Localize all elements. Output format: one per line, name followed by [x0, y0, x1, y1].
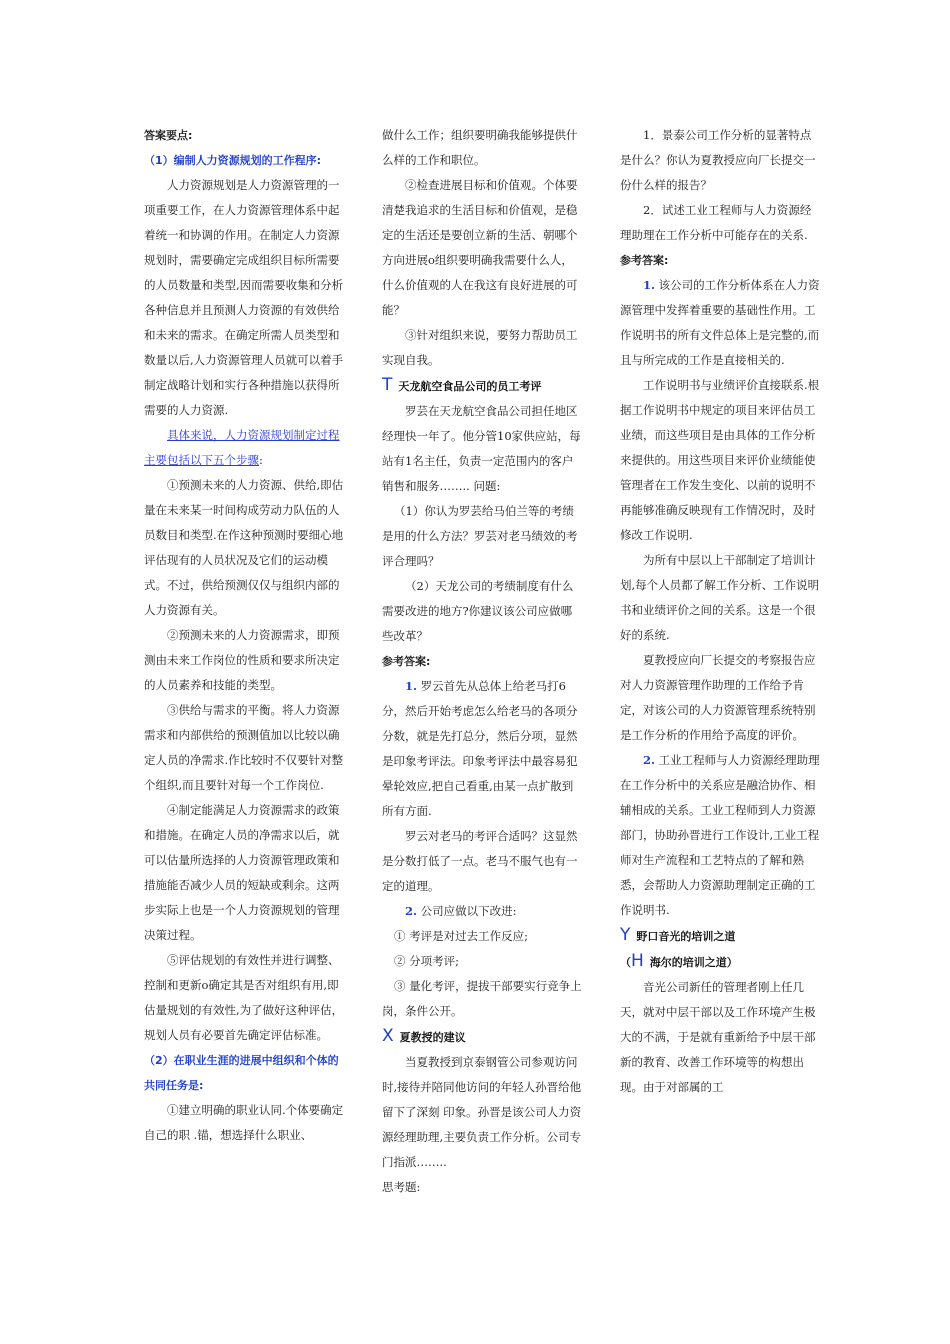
- improvement-3: ③ 量化考评，提拔干部要实行竞争上岗，条件公开。: [382, 979, 582, 1018]
- answer-1-number: 1.: [643, 278, 656, 292]
- task-2: ②检查进展目标和价值观。个体要清楚我追求的生活目标和价值观，是稳定的生活还是要创立新的生活、朝哪个方向进展o组织要明确我需要什么人，什么价值观的人在我这有良好进展的可能？: [382, 178, 578, 317]
- case-y-heading: [620, 923, 820, 949]
- case-h-letter: H: [631, 951, 644, 971]
- case-h-heading: [620, 949, 820, 975]
- case-x-title: 夏教授的建议: [399, 1031, 466, 1044]
- question-1: （1）你认为罗芸给马伯兰等的考绩是用的什么方法？罗芸对老马绩效的考评合理吗？: [382, 504, 578, 568]
- answer-1-text: 罗云首先从总体上给老马打6分，然后开始考虑怎么给老马的各项分分数，就是先打总分，然后分项，显然是印象考评法。印象考评法中最容易犯晕轮效应,把自己看重,由某一点扩散到所有方面.: [382, 679, 578, 818]
- section-heading-2: （2）在职业生涯的进展中组织和个体的共同任务是:: [144, 1054, 339, 1092]
- step-2: ②预测未来的人力资源需求，即预测由未来工作岗位的性质和要求所决定的人员素养和技能的类型。: [144, 628, 340, 692]
- section-heading-1: （1）编制人力资源规划的工作程序:: [144, 154, 322, 167]
- steps-link-tail: :: [259, 453, 263, 467]
- paragraph: 人力资源规划是人力资源管理的一项重要工作，在人力资源管理体系中起着统一和协调的作用。在制定人力资源规划时，需要确定完成组织目标所需要的人员数量和类型,因而需要收集和分析各种信息并且预测人力资源的有效供给和未来的需求。在确定所需人员类型和数量以后,人力资源管理人员就可以着手制定战略计划和实行各种措施以获得所需要的人力资源.: [144, 178, 344, 417]
- case-x-paragraph: 当夏教授到京泰钢管公司参观访问时,接待并陪同他访问的年轻人孙晋给他留下了深刻 印象。孙晋是该公司人力资源经理助理,主要负责工作分析。公司专门指派……..: [382, 1055, 582, 1169]
- improvement-2: ② 分项考评;: [394, 954, 460, 968]
- steps-intro: [144, 423, 344, 473]
- case-y-title: 野口音光的培训之道: [636, 930, 736, 943]
- answer-1d: 夏教授应向厂长提交的考察报告应对人力资源管理作助理的工作给予肯定，对该公司的人力资源管理系统特别是工作分析的作用给予高度的评价。: [620, 653, 816, 742]
- answer-heading: 答案要点:: [144, 129, 193, 142]
- reference-answer-heading: 参考答案:: [382, 655, 431, 668]
- step-5: ⑤评估规划的有效性并进行调整、控制和更新o确定其是否对组织有用,即估量规划的有效性,为了做好这种评估，规划人员有必要首先确定评估标准。: [144, 953, 344, 1042]
- case-x-heading: [382, 1024, 582, 1050]
- task-1: ①建立明确的职业认同.个体要确定自己的职 .锚，想选择什么职业、: [144, 1103, 344, 1142]
- question-2: （2）天龙公司的考绩制度有什么需要改进的地方?你建议该公司应做哪些改革？: [382, 579, 574, 643]
- step-4: ④制定能满足人力资源需求的政策和措施。在确定人员的净需求以后，就可以估量所选择的人力资源管理政策和措施能否减少人员的短缺或剩余。这两步实际上也是一个人力资源规划的管理决策过程。: [144, 803, 340, 942]
- reference-answer-heading: 参考答案:: [620, 254, 669, 267]
- case-h-title: 海尔的培训之道）: [649, 956, 738, 969]
- answer-2: [382, 899, 582, 924]
- question-1: 1．景泰公司工作分析的显著特点是什么？你认为夏教授应向厂长提交一份什么样的报告？: [620, 128, 816, 192]
- case-t-heading: [382, 373, 582, 399]
- case-t-title: 天龙航空食品公司的员工考评: [398, 380, 542, 393]
- case-y-letter: Y: [620, 925, 631, 945]
- case-t-paragraph: 罗芸在天龙航空食品公司担任地区经理快一年了。他分管10家供应站，每站有1名主任，负责一定范围内的客户销售和服务…….. 问题:: [382, 404, 581, 493]
- column-left: [144, 123, 344, 1148]
- case-h-open: （: [620, 956, 631, 969]
- case-t-letter: T: [382, 375, 393, 395]
- column-middle: [382, 123, 582, 1200]
- answer-2-text: 公司应做以下改进:: [420, 904, 517, 918]
- task-1-continued: 做什么工作；组织要明确我能够提供什么样的工作和职位。: [382, 128, 578, 167]
- answer-1-text: 该公司的工作分析体系在人力资源管理中发挥着重要的基础性作用。工作说明书的所有文件总体上是完整的,而且与所完成的工作是直接相关的.: [620, 278, 820, 367]
- steps-link[interactable]: 具体来说，人力资源规划制定过程主要包括以下五个步骤: [144, 428, 340, 467]
- answer-1b: 罗云对老马的考评合适吗？这显然是分数打低了一点。老马不服气也有一定的道理。: [382, 829, 578, 893]
- answer-1: [620, 273, 820, 373]
- task-3: ③针对组织来说，要努力帮助员工实现自我。: [382, 328, 578, 367]
- step-3: ③供给与需求的平衡。将人力资源需求和内部供给的预测值加以比较以确定人员的净需求.作比较时不仅要针对整个组织,而且要针对每一个工作岗位.: [144, 703, 344, 792]
- column-right: [620, 123, 820, 1100]
- answer-2-number: 2.: [643, 753, 656, 767]
- case-y-paragraph: 音光公司新任的管理者刚上任几天，就对中层干部以及工作环境产生极大的不满，于是就有重新给予中层干部新的教育、改善工作环境等的构想出现。由于对部属的工: [620, 980, 816, 1094]
- step-1: ①预测未来的人力资源、供给,即估量在未来某一时间构成劳动力队伍的人员数目和类型.在作这种预测时要细心地评估现有的人员状况及它们的运动模式。不过，供给预测仅仅与组织内部的人力资源有关。: [144, 478, 344, 617]
- think-questions-label: 思考题:: [382, 1180, 421, 1194]
- improvement-1: ① 考评是对过去工作反应;: [394, 929, 529, 943]
- answer-1-number: 1.: [405, 679, 418, 693]
- answer-1b: 工作说明书与业绩评价直接联系.根据工作说明书中规定的项目来评估员工业绩，而这些项目是由具体的工作分析来提供的。用这些项目来评价业绩能使管理者在工作发生变化、以前的说明不再能够准确反映现有工作情况时，及时修改工作说明.: [620, 378, 820, 542]
- answer-1c: 为所有中层以上干部制定了培训计划,每个人员都了解工作分析、工作说明书和业绩评价之间的关系。这是一个很好的系统.: [620, 553, 820, 642]
- case-x-letter: X: [382, 1026, 394, 1046]
- answer-2-text: 工业工程师与人力资源经理助理在工作分析中的关系应是融洽协作、相辅相成的关系。工业工程师到人力资源部门，协助孙晋进行工作设计,工业工程师对生产流程和工艺特点的了解和熟悉，会帮助人力资源助理制定正确的工作说明书.: [620, 753, 820, 917]
- answer-2: [620, 748, 820, 923]
- question-2: 2．试述工业工程师与人力资源经理助理在工作分析中可能存在的关系.: [620, 203, 812, 242]
- answer-1: [382, 674, 582, 824]
- answer-2-number: 2.: [405, 904, 418, 918]
